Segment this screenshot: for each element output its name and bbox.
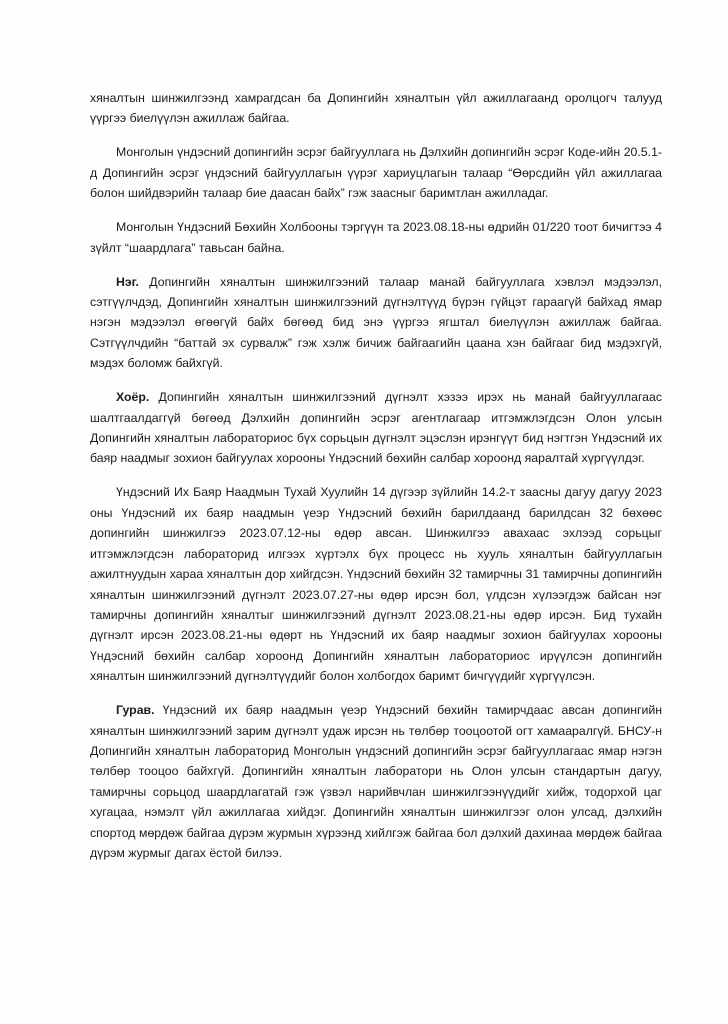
paragraph-lead: Гурав. xyxy=(116,703,155,718)
paragraph-point-one xyxy=(90,272,662,374)
paragraph-text: Допингийн хяналтын шинжилгээний талаар манай байгууллага хэвлэл мэдээлэл, сэтгүүлчдэд, Допингийн хяналтын шинжилгээний дүгнэлтүүд бүрэн гүйцэт гараагүй байхад ямар нэгэн мэдээлэл өгөөгүй байх бөгөөд бид энэ үүргээ ягштал биелүүлэн ажиллаж байгаа. Сэтгүүлчдийн “баттай эх сурвалж” гэж хэлж бичиж байгаагийн цаана хэн байгааг бид мэдэхгүй, мэдэх боломж байхгүй. xyxy=(90,274,662,371)
paragraph-festival-law xyxy=(90,482,662,686)
paragraph-text: Монголын Үндэсний Бөхийн Холбооны тэргүүн та 2023.08.18-ны өдрийн 01/220 тоот бичигтээ 4 зүйлт “шаардлага” тавьсан байна. xyxy=(90,220,662,255)
paragraph-text: Монголын үндэсний допингийн эсрэг байгууллага нь Дэлхийн допингийн эсрэг Коде-ийн 20.5.1-д Допингийн эсрэг үндэсний байгууллагын үүрэг хариуцлагын талаар “Өөрсдийн үйл ажиллагаа болон шийдвэрийн талаар бие даасан байх” гэж заасныг баримтлан ажилладаг. xyxy=(90,145,662,201)
paragraph-text: Допингийн хяналтын шинжилгээний дүгнэлт хэзээ ирэх нь манай байгууллагаас шалтгаалдаггүй бөгөөд Дэлхийн допингийн эсрэг агентлагаар итгэмжлэгдсэн Олон улсын Допингийн хяналтын лабораториос бүх сорьцын дүгнэлт эцэслэн ирэнгүүт бид нэгтгэн Үндэсний их баяр наадмыг зохион байгуулах хорооны Үндэсний бөхийн салбар хороонд яаралтай хүргүүлдэг. xyxy=(90,390,662,466)
paragraph-code-reference xyxy=(90,142,662,203)
paragraph-text: хяналтын шинжилгээнд хамрагдсан ба Допингийн хяналтын үйл ажиллагаанд оролцогч талууд үүргээ биелүүлэн ажиллаж байгаа. xyxy=(90,91,662,126)
paragraph-text: Үндэсний Их Баяр Наадмын Тухай Хуулийн 14 дүгээр зүйлийн 14.2-т заасны дагуу дагуу 2023 оны Үндэсний их баяр наадмын үеэр Үндэсний бөхийн барилдаанд барилдсан 32 бөхөөс допингийн шинжилгээ 2023.07.12-ны өдөр авсан. Шинжилгээ авахаас эхлээд сорьцыг итгэмжлэгдсэн лабораторид илгээх хүртэлх бүх процесс нь хууль хяналтын байгууллагын ажилтнуудын хараа хяналтын дор хийгдсэн. Үндэсний бөхийн 32 тамирчны 31 тамирчны допингийн хяналтын шинжилгээний дүгнэлт 2023.07.27-ны өдөр ирсэн бол, үлдсэн хүлээгдэж байсан нэг тамирчны допингийн хяналтыг шинжилгээний дүгнэлт 2023.08.21-ны өдөр ирсэн. Бид тухайн дүгнэлт ирсэн 2023.08.21-ны өдөрт нь Үндэсний их баяр наадмыг зохион байгуулах хорооны Үндэсний бөхийн салбар хороонд Допингийн хяналтын лабораториос ирүүлсэн допингийн хяналтын шинжилгээний дүгнэлтүүдийг болон холбогдох баримт бичгүүдийг хүргүүлсэн. xyxy=(90,485,662,684)
paragraph-federation-letter xyxy=(90,217,662,258)
paragraph-point-two xyxy=(90,387,662,469)
paragraph-continuation xyxy=(90,88,662,129)
paragraph-text: Үндэсний их баяр наадмын үеэр Үндэсний бөхийн тамирчдаас авсан допингийн хяналтын шинжилгээний зарим дүгнэлт удаж ирсэн нь төлбөр тооцоотой огт хамааралгүй. БНСУ-н Допингийн хяналтын лабораторид Монголын үндэсний допингийн эсрэг байгууллагаас ямар нэгэн төлбөр тооцоо байхгүй. Допингийн хяналтын лаборатори нь Олон улсын стандартын дагуу, тамирчны сорьцод шаардлагатай гэж үзвэл нарийвчлан шинжилгээнүүдийг хийж, тодорхой цаг хугацаа, нэмэлт үйл ажиллагаа хийдэг. Допингийн хяналтын шинжилгээг олон улсад, дэлхийн спортод мөрдөж байгаа дүрэм журмын хүрээнд хийлгэж байгаа бол дэлхий дахинаа мөрдөж байгаа дүрэм журмыг дагах ёстой билээ. xyxy=(90,703,662,860)
paragraph-point-three xyxy=(90,700,662,863)
paragraph-lead: Хоёр. xyxy=(116,390,150,405)
paragraph-lead: Нэг. xyxy=(116,274,139,289)
